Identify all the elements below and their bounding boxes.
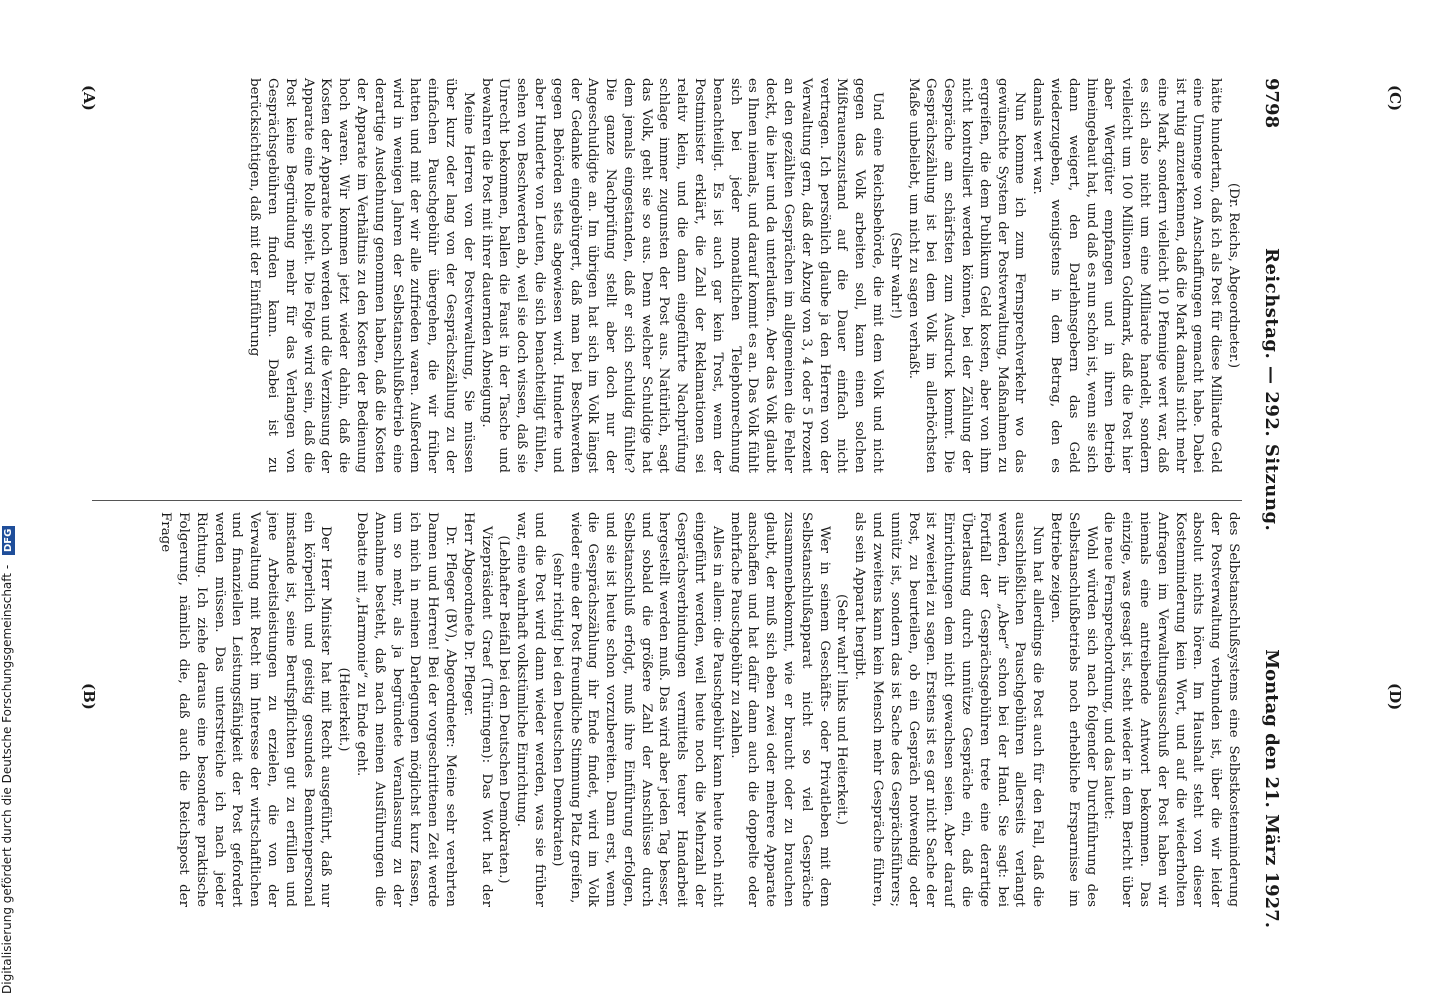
margin-marker-a: (A) [80,85,98,111]
interjection: (sehr richtig! bei den Deutschen Demokraten) [549,552,565,867]
paragraph: Meine Herren von der Postverwaltung, Sie müssen über kurz oder lang von der Gesprächszählung zu der einfachen Pauschgebühr übergehen, die wir früher hatten und mit der wir alle zufrieden waren. Außerdem wird in wenigen Jahren der Selbstanschlußbetrieb eine derartige Ausdehnung genommen haben, daß die Kosten der Apparate im Verhältnis zu den Kosten der Bedienung hoch waren. Wir kommen jetzt wieder dahin, daß die Kosten der Apparate hoch werden und die Verzinsung der Apparate eine Rolle spielt. Die Folge wird sein, daß die Post keine Begründung mehr für das Verlangen von Gesprächsgebühren finden kann. Dabei ist zu berücksichtigen, daß mit der Einführung [247,78,476,473]
paragraph: Wer in seinem Geschäfts- oder Privatleben mit dem Selbstanschlußapparat nicht so viel Gespräche zusammenbekommt, wie er braucht oder zu brauchen glaubt, der muß sich eben zwei oder mehrere Apparate anschaffen und hat dafür dann auch die doppelte oder mehrfache Pauschgebühr zu zahlen. [727,512,832,907]
running-head: Reichstag. — 292. Sitzung. [1261,248,1282,532]
interjection: (Lebhafter Beifall bei den Deutschen Demokraten.) [496,535,512,884]
paragraph: Alles in allem: die Pauschgebühr kann heute noch nicht eingeführt werden, weil heute noch die Mehrzahl der Gesprächsverbindungen vermittels teurer Handarbeit hergestellt werden muß. Das wird aber jeden Tag besser, und sobald die größere Zahl der Anschlüsse durch Selbstanschluß erfolgt, muß ihre Einführung erfolgen, und sie ist heute schon vorzubereiten. Dann erst, wenn die Gesprächszählung ihr Ende findet, wird im Volk wieder eine der Post freundliche Stimmung Platz greifen, [567,512,725,907]
column-divider [92,500,1242,501]
speaker-note: (Dr. Reichs, Abgeordneter.) [1226,182,1241,369]
session-date: Montag den 21. März 1927. [1261,649,1282,928]
quotation: Wohl würden sich nach folgender Durchführung des Selbstanschlußbetriebs noch erhebliche Ersparnisse im Betriebe zeigen. [1048,512,1099,907]
paragraph: hätte hundertan, daß ich als Post für diese Milliarde Geld eine Unmenge von Anschaffungen gemacht habe. Dabei ist ruhig anzuerkennen, daß die Mark damals nicht mehr eine Mark, sondern vielleicht 10 Pfennige wert war, daß es sich also nicht um eine Milliarde handelt, sondern vielleicht um 100 Millionen Goldmark, daß die Post hier aber Wertgüter empfangen und in ihren Betrieb hineingebaut hat, und daß es nun schön ist, wenn sie sich dann weigert, den Darlehnsgebern das Geld wiederzugeben, wenigstens in dem Betrag, den es damals wert war. [1030,78,1224,473]
interjection: (Heiterkeit.) [336,667,352,752]
interjection: (Sehr wahr! links und Heiterkeit.) [834,594,850,825]
left-column [245,78,1242,473]
margin-marker-d: (D) [1386,683,1404,711]
rotated-page [20,0,1404,1000]
margin-marker-b: (B) [80,683,98,710]
paragraph: Der Herr Minister hat mit Recht ausgeführt, daß nur ein körperlich und geistig gesundes Beamtenpersonal imstande ist, seine Berufspflichten gut zu erfüllen und jene Arbeitsleistungen zu erzielen, die von der Verwaltung mit Recht im Interesse der wirtschaftlichen und finanziellen Leistungsfähigkeit der Post gefordert werden müssen. Das unterstreiche ich nach jeder Richtung. Ich ziehe daraus eine besondere praktische Folgerung, nämlich die, daß auch die Reichspost der Frage [158,512,334,907]
paragraph: Nun komme ich zum Fernsprechverkehr wo das gewünschte System der Postverwaltung, Maßnahmen zu ergreifen, die dem Publikum Geld kosten, aber von ihm nicht kontrolliert werden können, bei der Zählung der Gespräche am schärfsten zum Ausdruck kommt. Die Gesprächszählung ist bei dem Volk im allerhöchsten Maße unbeliebt, um nicht zu sagen verhaßt. [905,78,1028,473]
footer-text: Digitalisierung gefördert durch die Deutsche Forschungsgemeinschaft - [0,564,14,994]
page-number: 9798 [1261,78,1282,129]
paragraph: Nun hat allerdings die Post auch für den Fall, daß die ausschließlichen Pauschgebühren allerseits verlangt werden, ihr „Aber“ schon bei der Hand. Sie sagt: bei Fortfall der Gesprächsgebühren trete eine derartige Überlastung durch unnütze Gespräche ein, daß die Einrichtungen dem nicht gewachsen seien. Aber darauf ist zweierlei zu sagen. Erstens ist es gar nicht Sache der Post, zu beurteilen, ob ein Gespräch notwendig oder unnütz ist, sondern das ist Sache des Gesprächsführers; und zweitens kann kein Mensch mehr Gespräche führen, als sein Apparat hergibt. [852,512,1046,907]
paragraph: und die Post wird dann wieder werden, was sie früher war, eine wahrhaft volkstümliche Einrichtung. [514,512,547,907]
speaker-paragraph: Dr. Pfleger (BV), Abgeordneter: Meine sehr verehrten Damen und Herren! Bei der vorgeschrittenen Zeit werde ich mich in meinen Darlegungen möglichst kurz fassen, um so mehr, als ja begründete Veranlassung zu der Annahme besteht, daß nach meinen Ausführungen die Debatte mit „Harmonie“ zu Ende geht. [353,512,458,907]
paragraph: des Selbstanschlußsystems eine Selbstkostenminderung der Postverwaltung verbunden ist, über die wir leider absolut nichts hören. Im Haushalt steht von dieser Kostenminderung kein Wort, und auf die wiederholten Anfragen im Verwaltungsausschuß der Post haben wir niemals eine antreibende Antwort bekommen. Das einzige, was gesagt ist, steht wieder in dem Bericht über die neue Fernsprechordnung, und das lautet: [1101,512,1241,907]
margin-marker-c: (C) [1386,85,1404,112]
paragraph: Und eine Reichsbehörde, die mit dem Volk und nicht gegen das Volk arbeiten soll, kann einen solchen Mißtrauenszustand auf die Dauer einfach nicht vertragen. Ich persönlich glaube ja den Herren von der Verwaltung gern, daß der Abzug von 3, 4 oder 5 Prozent an den gezählten Gesprächen im allgemeinen die Fehler deckt, die hier und da unterlaufen. Aber das Volk glaubt es Ihnen niemals, und darauf kommt es an. Das Volk fühlt sich bei jeder monatlichen Telephonrechnung benachteiligt. Es ist auch gar kein Trost, wenn der Postminister erklärt, die Zahl der Reklamationen sei relativ klein, und die dann eingeführte Nachprüfung schlage immer zugunsten der Post aus. Natürlich, sagt das Volk, geht sie so aus. Denn welcher Schuldige hat dem jemals eingestanden, daß er sich schuldig fühlte? Die ganze Nachprüfung stellt aber doch nur der Angeschuldigte an. Im übrigen hat sich im Volk längst der Gedanke eingebürgert, daß man bei Beschwerden gegen Behörden stets abgewiesen wird. Hunderte und aber Hunderte von Leuten, die sich benachteiligt fühlen, sehen von Beschwerden ab, weil sie doch wissen, daß sie Unrecht bekommen, ballen die Faust in der Tasche und bewahren die Post mit ihrer dauernden Abneigung. [478,78,886,473]
interjection: (Sehr wahr!) [887,232,903,319]
digitization-footer [0,14,22,994]
page-header [1250,78,1282,928]
dfg-logo: DFG [2,526,15,555]
speaker-paragraph: Vizepräsident Graef (Thüringen): Das Wort hat der Herr Abgeordnete Dr. Pfleger. [460,512,494,907]
right-column [156,512,1242,907]
